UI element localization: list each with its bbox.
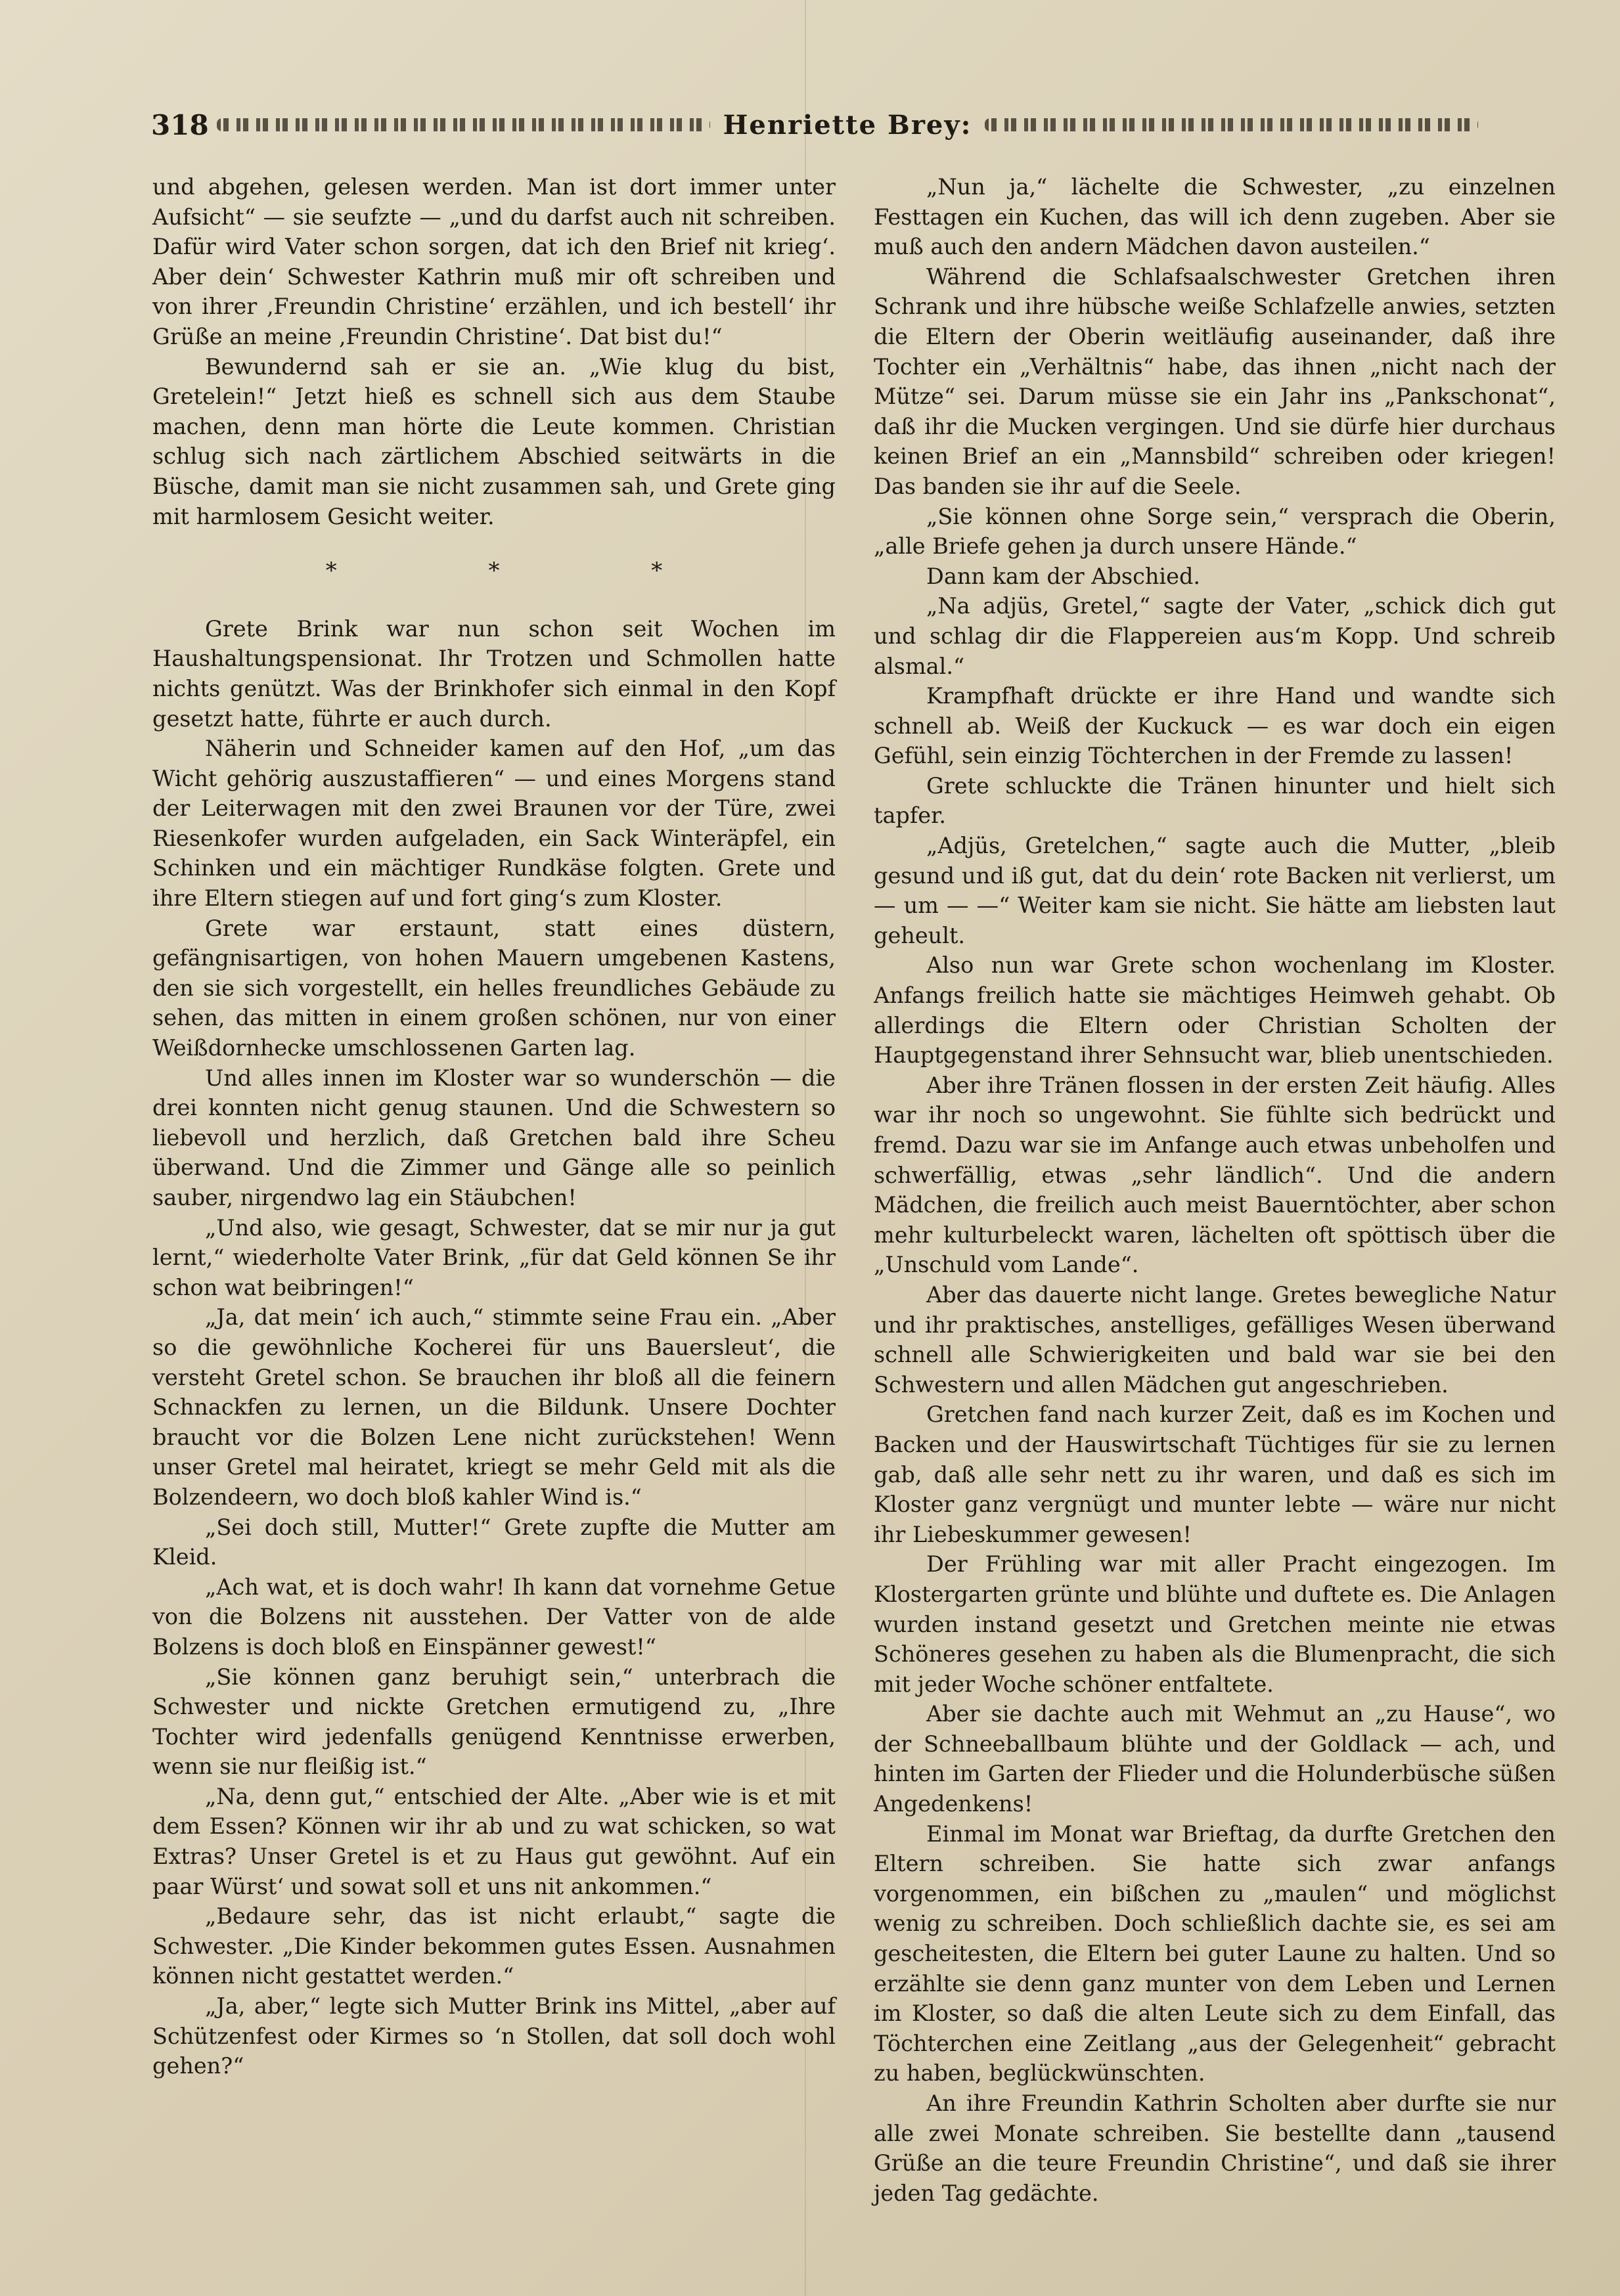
paragraph: Einmal im Monat war Brieftag, da durfte Gretchen den Eltern schreiben. Sie hatte sich zwar anfangs vorgenommen, ein bißchen zu „maulen“ und möglichst wenig zu schreiben. Doch schließlich dachte sie, es sei am gescheitesten, die Eltern bei guter Laune zu halten. Und so erzählte sie denn ganz munter von dem Leben und Lernen im Kloster, so daß die alten Leute sich zu dem Einfall, das Töchterchen eine Zeitlang „aus der Gelegenheit“ gebracht zu haben, beglückwünschten. — [874, 1821, 1556, 2086]
paragraph: Näherin und Schneider kamen auf den Hof, „um das Wicht gehörig auszustaffieren“ — und eines Morgens stand der Leiterwagen mit den zwei Braunen vor der Türe, zwei Riesenkofer wurden aufgeladen, ein Sack Winteräpfel, ein Schinken und ein mächtiger Rundkäse folgten. Grete und ihre Eltern stiegen auf und fort ging‘s zum Kloster. — [152, 736, 836, 912]
paragraph: „Adjüs, Gretelchen,“ sagte auch die Mutter, „bleib gesund und iß gut, dat du dein‘ rote Backen nit verlierst, um — um — —“ Weiter kam sie nicht. Sie hätte am liebsten laut geheult. — [874, 833, 1556, 948]
paragraph: „Na adjüs, Gretel,“ sagte der Vater, „schick dich gut und schlag dir die Flappereien aus‘m Kopp. Und schreib alsmal.“ — [874, 593, 1556, 679]
paragraph: „Ach wat, et is doch wahr! Ih kann dat vornehme Getue von die Bolzens nit ausstehen. Der Vatter von de alde Bolzens is doch bloß en Einspänner gewest!“ — [152, 1574, 836, 1660]
paragraph: Grete schluckte die Tränen hinunter und hielt sich tapfer. — [874, 772, 1556, 829]
paragraph: „Ja, aber,“ legte sich Mutter Brink ins Mittel, „aber auf Schützenfest oder Kirmes so ‘n Stollen, dat soll doch wohl gehen?“ — [152, 1993, 836, 2079]
right-column — [874, 172, 1556, 2208]
paragraph: Der Frühling war mit aller Pracht eingezogen. Im Klostergarten grünte und blühte und duftete es. Die Anlagen wurden instand gesetzt und Gretchen meinte nie etwas Schöneres gesehen zu haben als die Blumenpracht, die sich mit jeder Woche schöner entfaltete. — [874, 1551, 1556, 1697]
paragraph: „Sei doch still, Mutter!“ Grete zupfte die Mutter am Kleid. — [152, 1514, 836, 1570]
paragraph: Grete war erstaunt, statt eines düstern, gefängnisartigen, von hohen Mauern umgebenen Kastens, den sie sich vorgestellt, ein helles freundliches Gebäude zu sehen, das mitten in einem großen schönen, nur von einer Weißdornhecke umschlossenen Garten lag. — [152, 915, 836, 1061]
paragraph: Und alles innen im Kloster war so wunderschön — die drei konnten nicht genug staunen. Und die Schwestern so liebevoll und herzlich, daß Gretchen bald ihre Scheu überwand. Und die Zimmer und Gänge alle so peinlich sauber, nirgendwo lag ein Stäubchen! — [152, 1065, 836, 1210]
paragraph: „Sie können ganz beruhigt sein,“ unterbrach die Schwester und nickte Gretchen ermutigend zu, „Ihre Tochter wird jedenfalls genügend Kenntnisse erwerben, wenn sie nur fleißig ist.“ — [152, 1664, 836, 1780]
paragraph: „Nun ja,“ lächelte die Schwester, „zu einzelnen Festtagen ein Kuchen, das will ich denn zugeben. Aber sie muß auch den andern Mädchen davon austeilen.“ — [874, 174, 1556, 260]
paragraph: „Sie können ohne Sorge sein,“ versprach die Oberin, „alle Briefe gehen ja durch unsere Hände.“ — [874, 503, 1556, 560]
paragraph: Bewundernd sah er sie an. „Wie klug du bist, Gretelein!“ Jetzt hieß es schnell sich aus dem Staube machen, denn man hörte die Leute kommen. Christian schlug sich nach zärtlichem Abschied seitwärts in die Büsche, damit man sie nicht zusammen sah, und Grete ging mit harmlosem Gesicht weiter. — [152, 353, 836, 529]
paragraph: „Bedaure sehr, das ist nicht erlaubt,“ sagte die Schwester. „Die Kinder bekommen gutes Essen. Ausnahmen können nicht gestattet werden.“ — [152, 1903, 836, 1989]
paragraph: und abgehen, gelesen werden. Man ist dort immer unter Aufsicht“ — sie seufzte — „und du darfst auch nit schreiben. Dafür wird Vater schon sorgen, dat ich den Brief nit krieg‘. Aber dein‘ Schwester Kathrin muß mir oft schreiben und von ihrer ‚Freundin Christine‘ erzählen, und ich bestell‘ ihr Grüße an meine ‚Freundin Christine‘. Dat bist du!“ — [152, 174, 836, 349]
section-break: * * * — [325, 558, 735, 585]
paragraph: „Na, denn gut,“ entschied der Alte. „Aber wie is et mit dem Essen? Können wir ihr ab und zu wat schicken, so wat Extras? Unser Gretel is et zu Haus gut gewöhnt. Auf ein paar Würst‘ und sowat soll et uns nit ankommen.“ — [152, 1783, 836, 1899]
left-column — [152, 172, 836, 2081]
header-ornament-right — [985, 118, 1478, 131]
paragraph: Gretchen fand nach kurzer Zeit, daß es im Kochen und Backen und der Hauswirtschaft Tüchtiges für sie zu lernen gab, daß alle sehr nett zu ihr waren, und daß es sich im Kloster ganz vergnügt und munter lebte — wäre nur nicht ihr Liebeskummer gewesen! — [874, 1402, 1556, 1547]
paragraph: „Ja, dat mein‘ ich auch,“ stimmte seine Frau ein. „Aber so die gewöhnliche Kocherei für uns Bauersleut‘, die versteht Gretel schon. Se brauchen ihr bloß all die feinern Schnackfen zu lernen, un die Bildunk. Unsere Dochter braucht vor die Bolzen Lene nicht zurückstehen! Wenn unser Gretel mal heiratet, kriegt se mehr Geld mit als die Bolzendeern, wo doch bloß kahler Wind is.“ — [152, 1304, 836, 1510]
paragraph: Während die Schlafsaalschwester Gretchen ihren Schrank und ihre hübsche weiße Schlafzelle anwies, setzten die Eltern der Oberin weitläufig auseinander, daß ihre Tochter ein „Verhältnis“ habe, das ihnen „nicht nach der Mütze“ sei. Darum müsse sie ein Jahr ins „Pankschonat“, daß ihr die Mucken vergingen. Und sie dürfe hier durchaus keinen Brief an ein „Mannsbild“ schreiben oder kriegen! Das banden sie ihr auf die Seele. — [874, 263, 1556, 499]
paragraph: Also nun war Grete schon wochenlang im Kloster. Anfangs freilich hatte sie mächtiges Heimweh gehabt. Ob allerdings die Eltern oder Christian Scholten der Hauptgegenstand ihrer Sehnsucht war, blieb unentschieden. — [874, 952, 1556, 1069]
paragraph: Aber das dauerte nicht lange. Gretes bewegliche Natur und ihr praktisches, anstelliges, gefälliges Wesen überwand schnell alle Schwierigkeiten und bald war sie bei den Schwestern und allen Mädchen gut angeschrieben. — [874, 1281, 1556, 1398]
header-ornament-left — [217, 118, 710, 131]
paragraph: Aber sie dachte auch mit Wehmut an „zu Hause“, wo der Schneeballbaum blühte und der Goldlack — ach, und hinten im Garten der Flieder und die Holunderbüsche süßen Angedenkens! — [874, 1701, 1556, 1817]
paragraph: Aber ihre Tränen flossen in der ersten Zeit häufig. Alles war ihr noch so ungewohnt. Sie fühlte sich bedrückt und fremd. Dazu war sie im Anfange auch etwas unbeholfen und schwerfällig, etwas „sehr ländlich“. Und die andern Mädchen, die freilich auch meist Bauerntöchter, aber schon mehr kulturbeleckt waren, lächelten oft spöttisch über die „Unschuld vom Lande“. — [874, 1072, 1556, 1278]
page-header — [151, 105, 1491, 144]
paragraph: „Und also, wie gesagt, Schwester, dat se mir nur ja gut lernt,“ wiederholte Vater Brink, „für dat Geld können Se ihr schon wat beibringen!“ — [152, 1214, 836, 1300]
paragraph: Dann kam der Abschied. — [926, 563, 1201, 589]
paragraph: Grete Brink war nun schon seit Wochen im Haushaltungspensionat. Ihr Trotzen und Schmollen hatte nichts genützt. Was der Brinkhofer sich einmal in den Kopf gesetzt hatte, führte er auch durch. — [152, 615, 836, 732]
running-title: Henriette Brey: — [723, 109, 972, 141]
paragraph: Krampfhaft drückte er ihre Hand und wandte sich schnell ab. Weiß der Kuckuck — es war doch ein eigen Gefühl, sein einzig Töchterchen in der Fremde zu lassen! — [874, 683, 1556, 769]
paragraph: An ihre Freundin Kathrin Scholten aber durfte sie nur alle zwei Monate schreiben. Sie bestellte dann „tausend Grüße an die teure Freundin Christine“, und daß sie ihrer jeden Tag gedächte. — [874, 2090, 1556, 2206]
page-number: 318 — [151, 108, 209, 141]
